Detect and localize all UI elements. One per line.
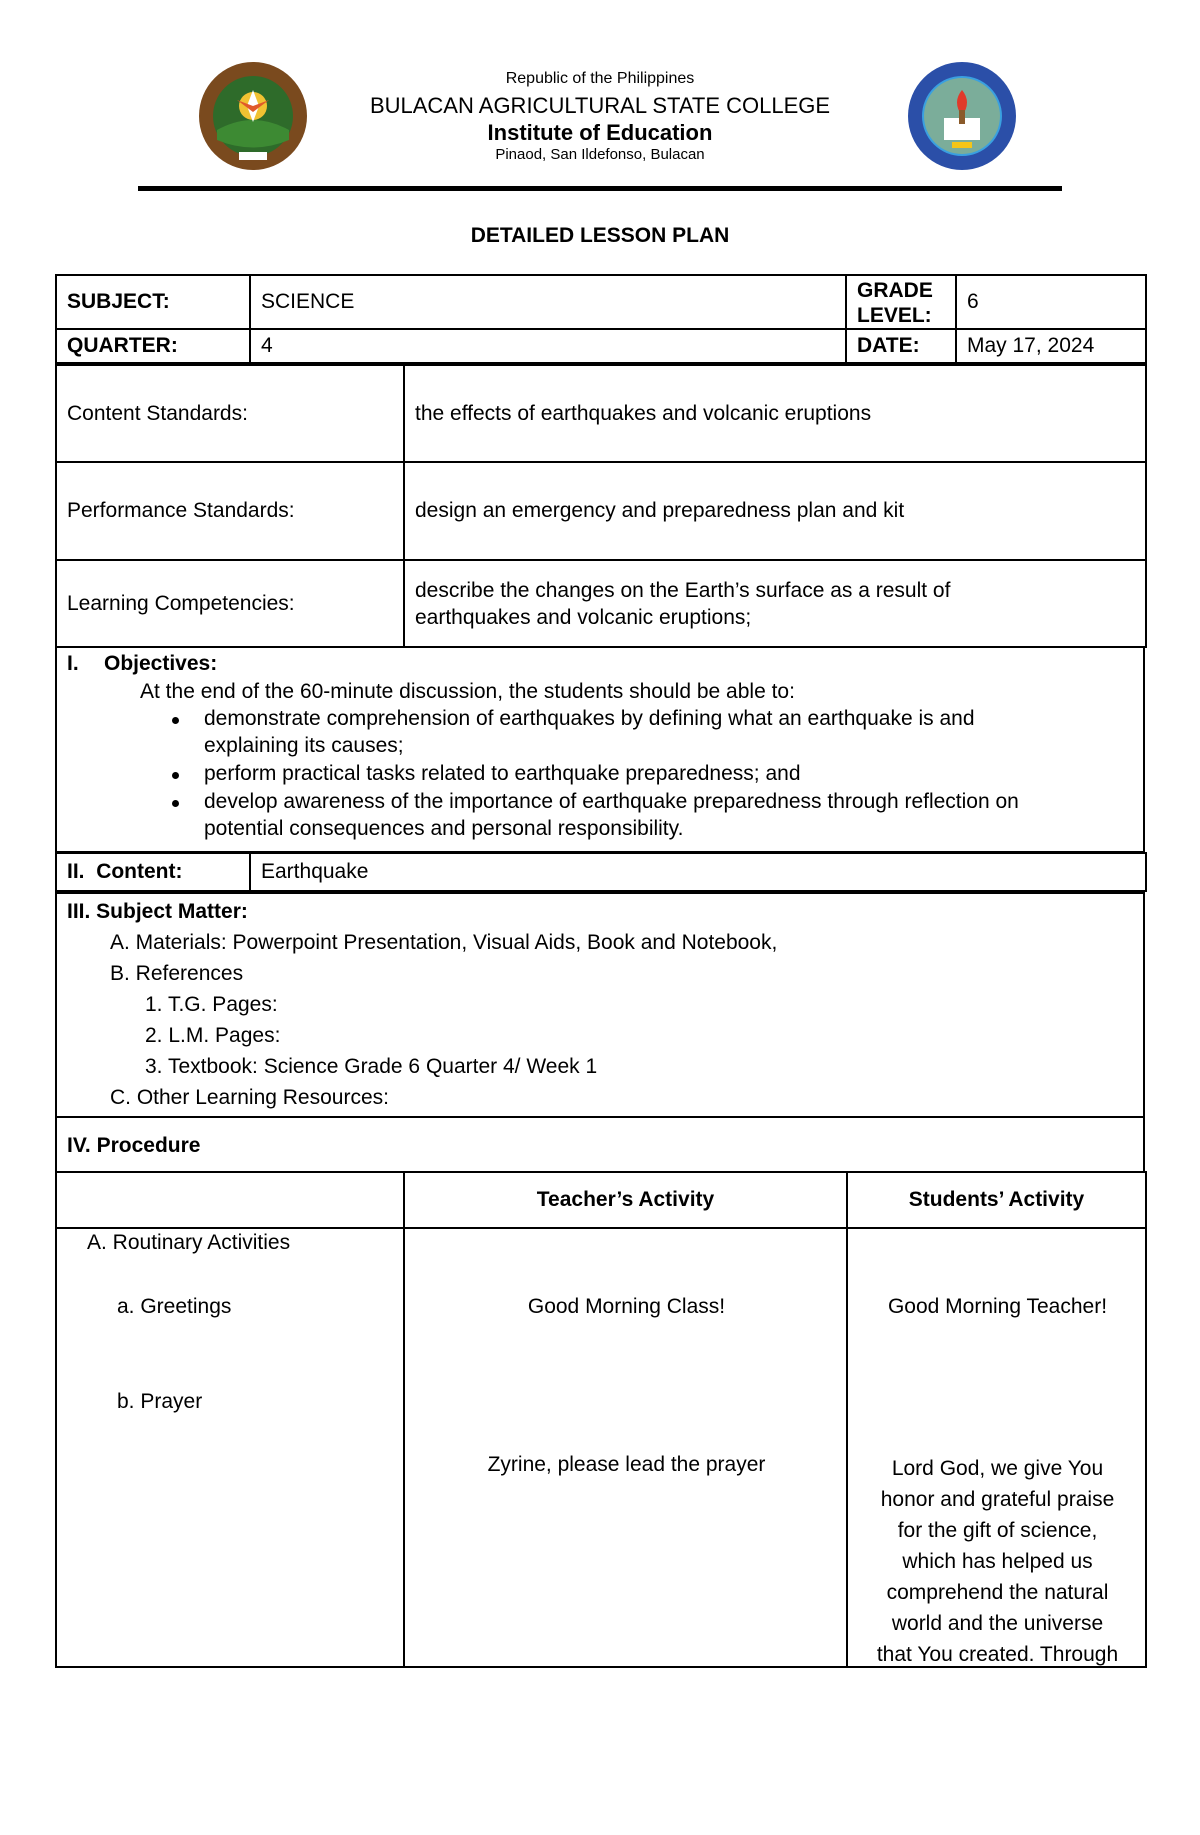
student-activity-cell	[847, 1228, 1146, 1667]
grade-level-value: 6	[956, 275, 1146, 329]
procedure-title: IV. Procedure	[67, 1134, 201, 1157]
performance-standards-label: Performance Standards:	[56, 462, 404, 560]
tg-pages-item: 1. T.G. Pages:	[145, 993, 278, 1016]
competency-line-2: earthquakes and volcanic eruptions;	[415, 605, 752, 629]
objective-3-line-1: develop awareness of the importance of earthquake preparedness through reflection on	[204, 790, 1019, 813]
objective-1-line-2: explaining its causes;	[204, 734, 404, 757]
prayer-line: comprehend the natural	[886, 1581, 1109, 1604]
teacher-activity-cell	[404, 1228, 847, 1667]
standards-table	[55, 364, 1147, 648]
objective-2-line-1: perform practical tasks related to earthquake preparedness; and	[204, 762, 801, 785]
quarter-label: QUARTER:	[56, 329, 250, 363]
student-prayer	[848, 1453, 1147, 1670]
bullet-icon	[172, 800, 179, 807]
subject-matter-title: III. Subject Matter:	[67, 900, 248, 923]
routinary-activities: A. Routinary Activities	[87, 1231, 291, 1254]
prayer-step: b. Prayer	[117, 1390, 203, 1413]
college-address: Pinaod, San Ildefonso, Bulacan	[495, 146, 705, 163]
student-activity-header: Students’ Activity	[847, 1172, 1146, 1228]
procedure-steps-cell	[56, 1228, 404, 1667]
subject-matter-section	[55, 892, 1145, 1118]
objectives-title: Objectives:	[104, 652, 218, 675]
prayer-line: world and the universe	[891, 1612, 1104, 1635]
prayer-line: for the gift of science,	[897, 1519, 1098, 1542]
procedure-header-blank	[56, 1172, 404, 1228]
lesson-info-table	[55, 274, 1147, 364]
performance-standards-value: design an emergency and preparedness plan and kit	[404, 462, 1146, 560]
prayer-line: Lord God, we give You	[891, 1457, 1104, 1480]
lm-pages-item: 2. L.M. Pages:	[145, 1024, 281, 1047]
grade-level-label	[846, 275, 956, 329]
teacher-greeting: Good Morning Class!	[527, 1295, 726, 1318]
greetings-step: a. Greetings	[117, 1295, 232, 1318]
republic-text: Republic of the Philippines	[505, 70, 695, 87]
procedure-section	[55, 1116, 1145, 1173]
content-label-text: Content:	[96, 860, 183, 883]
content-standards-label: Content Standards:	[56, 365, 404, 462]
grade-label-line2: LEVEL:	[857, 304, 932, 327]
quarter-value: 4	[250, 329, 846, 363]
teacher-prayer-instruction: Zyrine, please lead the prayer	[487, 1453, 766, 1476]
institute-name: Institute of Education	[487, 120, 713, 145]
student-greeting: Good Morning Teacher!	[887, 1295, 1108, 1318]
learning-competencies-value	[404, 560, 1146, 647]
subject-label: SUBJECT:	[56, 275, 250, 329]
header-divider	[138, 186, 1062, 191]
objective-1-line-1: demonstrate comprehension of earthquakes by defining what an earthquake is and	[204, 707, 975, 730]
content-table	[55, 852, 1147, 892]
objective-3-line-2: potential consequences and personal responsibility.	[204, 817, 684, 840]
procedure-table	[55, 1171, 1147, 1668]
subject-value: SCIENCE	[250, 275, 846, 329]
bullet-icon	[172, 717, 179, 724]
content-standards-value: the effects of earthquakes and volcanic eruptions	[404, 365, 1146, 462]
prayer-line: which has helped us	[902, 1550, 1093, 1573]
college-name: BULACAN AGRICULTURAL STATE COLLEGE	[369, 93, 831, 118]
references-item: B. References	[110, 962, 244, 985]
content-number: II.	[67, 860, 85, 883]
objectives-section	[55, 646, 1145, 853]
other-resources-item: C. Other Learning Resources:	[110, 1086, 389, 1109]
objectives-intro: At the end of the 60-minute discussion, the students should be able to:	[140, 680, 795, 703]
competency-line-1: describe the changes on the Earth’s surface as a result of	[415, 578, 951, 602]
prayer-line: honor and grateful praise	[880, 1488, 1115, 1511]
learning-competencies-label: Learning Competencies:	[56, 560, 404, 647]
prayer-line: that You created. Through	[876, 1643, 1119, 1666]
content-value: Earthquake	[250, 853, 1146, 891]
textbook-item: 3. Textbook: Science Grade 6 Quarter 4/ Week 1	[145, 1055, 598, 1078]
grade-label-line1: GRADE	[857, 279, 933, 302]
date-label: DATE:	[846, 329, 956, 363]
teacher-activity-header: Teacher’s Activity	[404, 1172, 847, 1228]
bullet-icon	[172, 772, 179, 779]
objectives-number: I.	[67, 652, 79, 675]
content-label	[56, 853, 250, 891]
document-title: DETAILED LESSON PLAN	[470, 224, 730, 247]
materials-item: A. Materials: Powerpoint Presentation, Visual Aids, Book and Notebook,	[110, 931, 778, 954]
date-value: May 17, 2024	[956, 329, 1146, 363]
